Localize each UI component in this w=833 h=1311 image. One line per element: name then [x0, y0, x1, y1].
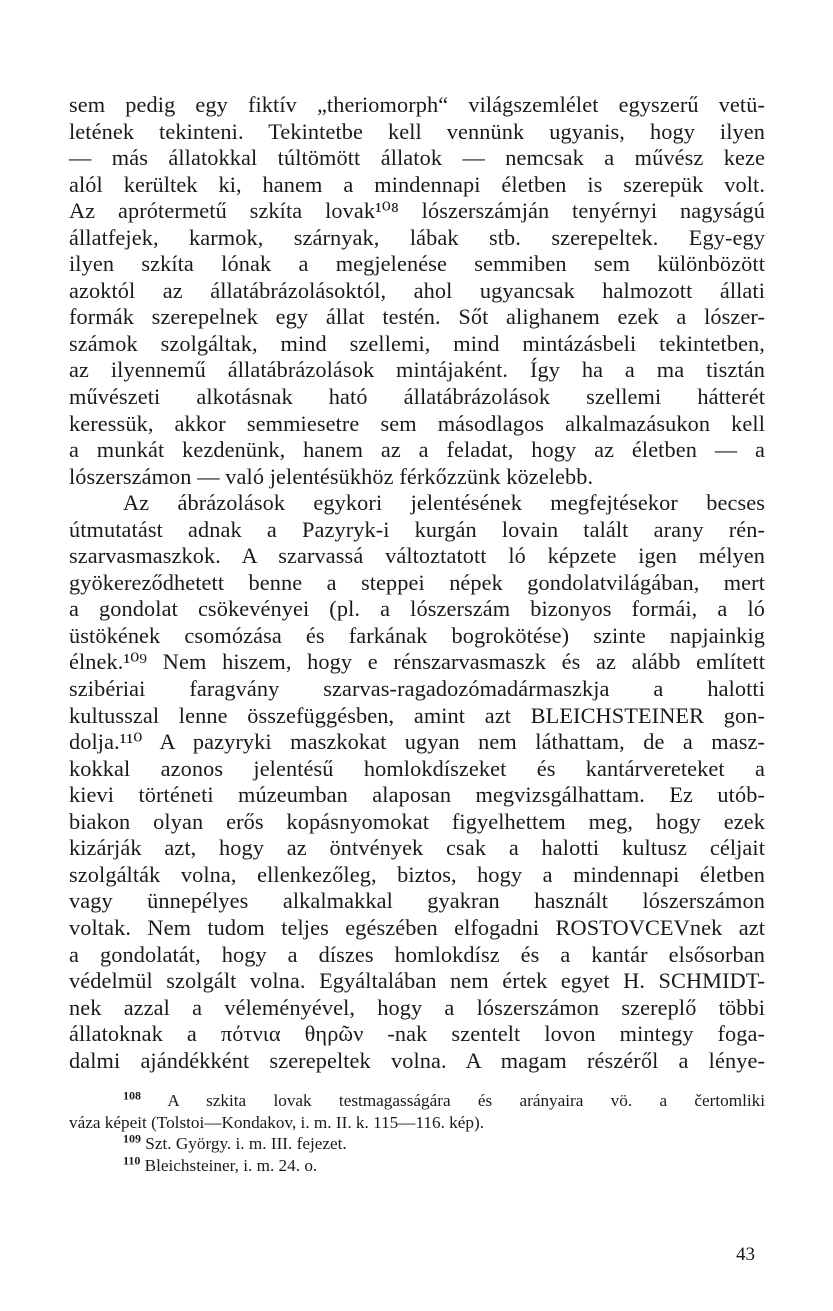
text-line: Az aprótermetű szkíta lovak¹⁰⁸ lószerszámján tenyérnyi nagyságú: [69, 198, 765, 224]
text-line: művészeti alkotásnak ható állatábrázolások szellemi hátterét: [69, 384, 765, 410]
text-line: útmutatást adnak a Pazyryk-i kurgán lovain talált arany rén-: [69, 516, 765, 542]
text-line: szarvasmaszkok. A szarvassá változtatott ló képzete igen mélyen: [69, 543, 765, 569]
text-line: állatoknak a πότνια θηρῶν -nak szentelt lovon mintegy foga-: [69, 1021, 765, 1047]
text-line: azoktól az állatábrázolásoktól, ahol ugyancsak halmozott állati: [69, 277, 765, 303]
text-line: kultusszal lenne összefüggésben, amint azt BLEICHSTEINER gon-: [69, 702, 765, 728]
text-line: az ilyennemű állatábrázolások mintájaként. Így ha a ma tisztán: [69, 357, 765, 383]
text-line: voltak. Nem tudom teljes egészében elfogadni ROSTOVCEVnek azt: [69, 914, 765, 940]
footnote-line: [69, 1112, 765, 1134]
footnote-text: váza képeit (Tolstoi—Kondakov, i. m. II. k. 115—116. kép).: [69, 1112, 485, 1132]
footnote-line: [69, 1090, 765, 1112]
text-line: a gondolat csökevényei (pl. a lószerszám bizonyos formái, a ló: [69, 596, 765, 622]
text-line: szibériai faragvány szarvas-ragadozómadármaszkja a halotti: [69, 676, 765, 702]
footnote-number: 110: [123, 1153, 141, 1167]
page-body: [69, 92, 765, 1176]
footnote-separator: [69, 1074, 765, 1090]
main-text: [69, 92, 765, 1074]
footnote-text: Bleichsteiner, i. m. 24. o.: [144, 1155, 318, 1175]
text-line: sem pedig egy fiktív „theriomorph“ világszemlélet egyszerű vetü-: [69, 92, 765, 117]
footnote-line: [69, 1133, 765, 1155]
text-line: kokkal azonos jelentésű homlokdíszeket és kantárvereteket a: [69, 755, 765, 781]
text-line: letének tekinteni. Tekintetbe kell vennünk ugyanis, hogy ilyen: [69, 118, 765, 144]
text-line: a gondolatát, hogy a díszes homlokdísz és a kantár elsősorban: [69, 941, 765, 967]
footnote-number: 108: [123, 1088, 141, 1103]
text-line: Az ábrázolások egykori jelentésének megfejtésekor becses: [123, 490, 765, 516]
text-line: védelmül szolgált volna. Egyáltalában nem értek egyet H. SCHMIDT-: [69, 968, 765, 994]
text-line: — más állatokkal túltömött állatok — nemcsak a művész keze: [69, 145, 765, 171]
text-line: kievi történeti múzeumban alaposan megvizsgálhattam. Ez utób-: [69, 782, 765, 808]
text-line: ilyen szkíta lónak a megjelenése semmiben sem különbözött: [69, 251, 765, 277]
page-number: 43: [736, 1244, 755, 1265]
text-line: keressük, akkor semmiesetre sem másodlagos alkalmazásukon kell: [69, 410, 765, 436]
text-line: állatfejek, karmok, szárnyak, lábak stb. szerepeltek. Egy-egy: [69, 224, 765, 250]
footnote-line: [69, 1155, 765, 1177]
text-line: kizárják azt, hogy az öntvények csak a halotti kultusz céljait: [69, 835, 765, 861]
text-line: nek azzal a véleményével, hogy a lószerszámon szereplő többi: [69, 994, 765, 1020]
text-line: gyökereződhetett benne a steppei népek gondolatvilágában, mert: [69, 569, 765, 595]
text-line: a munkát kezdenünk, hanem az a feladat, hogy az életben — a: [69, 437, 765, 463]
text-line: üstökének csomózása és farkának bogrokötése) szinte napjainkig: [69, 622, 765, 648]
footnote-text: Szt. György. i. m. III. fejezet.: [145, 1134, 347, 1154]
footnote-text: A szkita lovak testmagasságára és arányaira vö. a čertomliki: [167, 1091, 765, 1111]
text-line: vagy ünnepélyes alkalmakkal gyakran használt lószerszámon: [69, 888, 765, 914]
text-line: biakon olyan erős kopásnyomokat figyelhettem meg, hogy ezek: [69, 808, 765, 834]
text-line: élnek.¹⁰⁹ Nem hiszem, hogy e rénszarvasmaszk és az alább említett: [69, 649, 765, 675]
text-line: dolja.¹¹⁰ A pazyryki maszkokat ugyan nem láthattam, de a masz-: [69, 729, 765, 755]
text-line: dalmi ajándékként szerepeltek volna. A magam részéről a lénye-: [69, 1047, 765, 1073]
footnote-number: 109: [123, 1131, 141, 1146]
footnotes: [69, 1090, 765, 1176]
text-line: alól kerültek ki, hanem a mindennapi életben is szerepük volt.: [69, 171, 765, 197]
text-line: szolgálták volna, ellenkezőleg, biztos, hogy a mindennapi életben: [69, 861, 765, 887]
text-line: lószerszámon — való jelentésükhöz férkőzzünk közelebb.: [69, 463, 594, 489]
text-line: formák szerepelnek egy állat testén. Sőt alighanem ezek a lószer-: [69, 304, 765, 330]
text-line: számok szolgáltak, mind szellemi, mind mintázásbeli tekintetben,: [69, 330, 765, 356]
